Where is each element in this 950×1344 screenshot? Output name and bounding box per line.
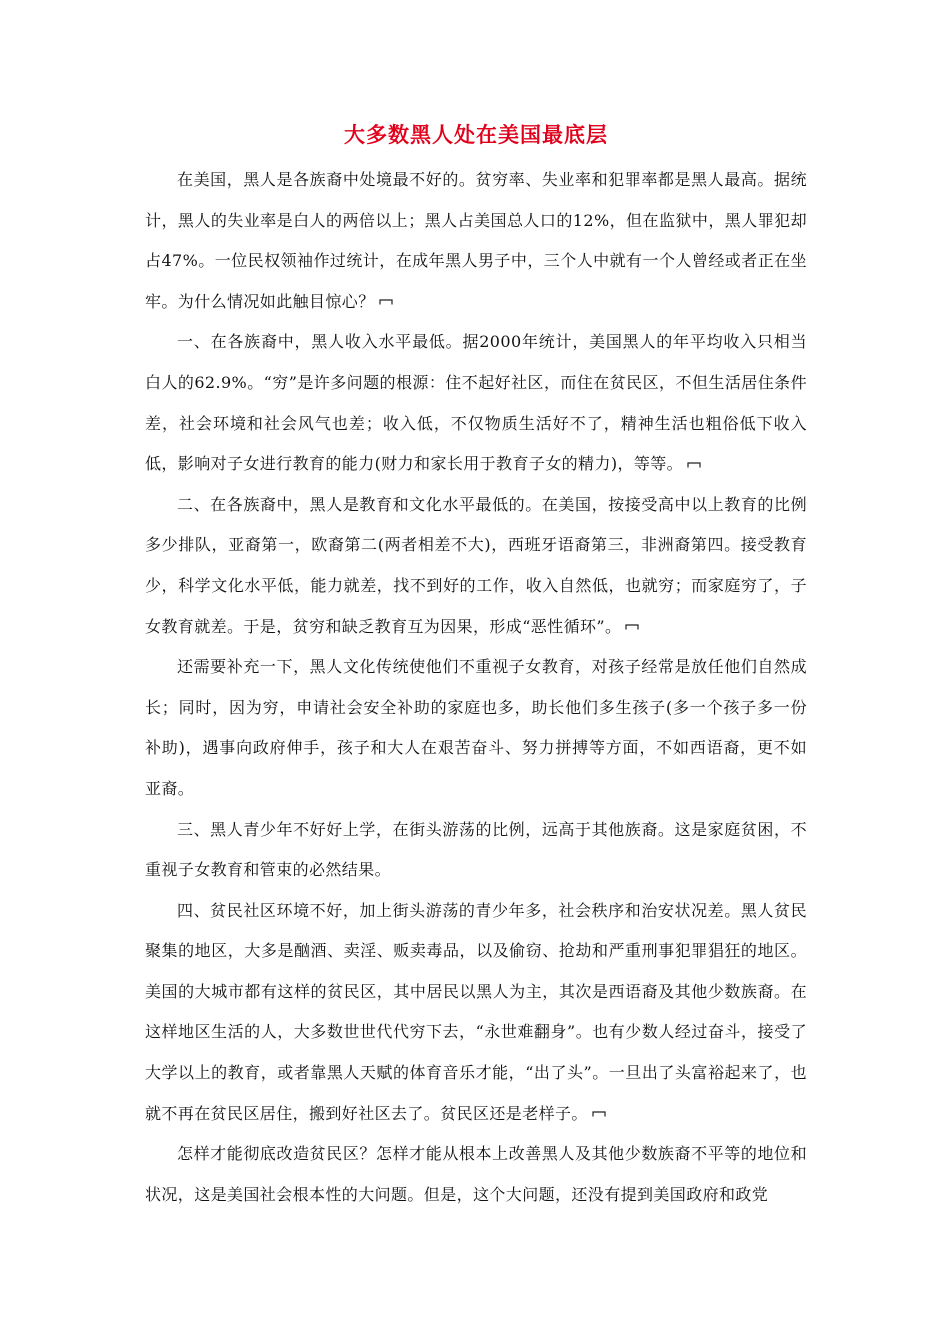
paragraph (145, 891, 807, 1135)
paragraph-mark-icon (625, 624, 639, 630)
paragraph-text: 一、在各族裔中，黑人收入水平最低。据2000年统计，美国黑人的年平均收入只相当白人的62.9%。“穷”是许多问题的根源：住不起好社区，而住在贫民区，不但生活居住条件差，社会环境和社会风气也差；收入低，不仅物质生活好不了，精神生活也粗俗低下收入低，影响对子女进行教育的能力(财力和家长用于教育子女的精力)，等等。 (145, 332, 807, 474)
paragraph-mark-icon (592, 1111, 606, 1117)
paragraph (145, 322, 807, 484)
paragraph-text: 怎样才能彻底改造贫民区？怎样才能从根本上改善黑人及其他少数族裔不平等的地位和状况，这是美国社会根本性的大问题。但是，这个大问题，还没有提到美国政府和政党 (145, 1144, 807, 1204)
document-page (145, 118, 807, 1215)
document-body (145, 160, 807, 1215)
paragraph (145, 485, 807, 647)
paragraph-mark-icon (379, 299, 393, 305)
paragraph (145, 810, 807, 891)
paragraph-text: 二、在各族裔中，黑人是教育和文化水平最低的。在美国，按接受高中以上教育的比例多少排队，亚裔第一，欧裔第二(两者相差不大)，西班牙语裔第三，非洲裔第四。接受教育少，科学文化水平低，能力就差，找不到好的工作，收入自然低，也就穷；而家庭穷了，子女教育就差。于是，贫穷和缺乏教育互为因果，形成“恶性循环”。 (145, 494, 807, 636)
document-title: 大多数黑人处在美国最底层 (344, 122, 608, 147)
paragraph-text: 在美国，黑人是各族裔中处境最不好的。贫穷率、失业率和犯罪率都是黑人最高。据统计，黑人的失业率是白人的两倍以上；黑人占美国总人口的12%，但在监狱中，黑人罪犯却占47%。一位民权领袖作过统计，在成年黑人男子中，三个人中就有一个人曾经或者正在坐牢。为什么情况如此触目惊心？ (145, 170, 807, 311)
paragraph-text: 三、黑人青少年不好好上学，在街头游荡的比例，远高于其他族裔。这是家庭贫困，不重视子女教育和管束的必然结果。 (145, 819, 807, 880)
paragraph-text: 还需要补充一下，黑人文化传统使他们不重视子女教育，对孩子经常是放任他们自然成长；同时，因为穷，申请社会安全补助的家庭也多，助长他们多生孩子(多一个孩子多一份补助)，遇事向政府伸手，孩子和大人在艰苦奋斗、努力拼搏等方面，不如西语裔，更不如亚裔。 (145, 657, 807, 798)
paragraph-mark-icon (687, 462, 701, 468)
paragraph-text: 四、贫民社区环境不好，加上街头游荡的青少年多，社会秩序和治安状况差。黑人贫民聚集的地区，大多是酗酒、卖淫、贩卖毒品，以及偷窃、抢劫和严重刑事犯罪猖狂的地区。美国的大城市都有这样的贫民区，其中居民以黑人为主，其次是西语裔及其他少数族裔。在这样地区生活的人，大多数世世代代穷下去，“永世难翻身”。也有少数人经过奋斗，接受了大学以上的教育，或者靠黑人天赋的体育音乐才能，“出了头”。一旦出了头富裕起来了，也就不再在贫民区居住，搬到好社区去了。贫民区还是老样子。 (145, 900, 807, 1123)
paragraph (145, 647, 807, 809)
paragraph (145, 1134, 807, 1215)
paragraph (145, 160, 807, 322)
